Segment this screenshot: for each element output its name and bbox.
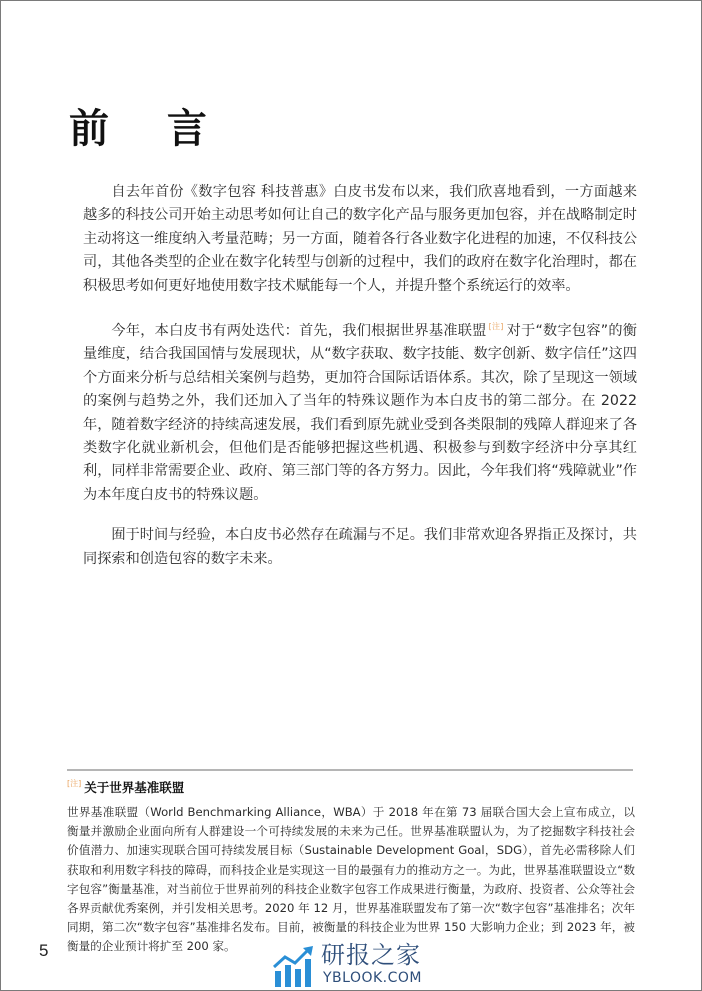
footnote-heading-text: 关于世界基准联盟 bbox=[84, 780, 185, 795]
preface-body bbox=[83, 181, 637, 588]
paragraph-1: 自去年首份《数字包容 科技普惠》白皮书发布以来，我们欣喜地看到，一方面越来越多的科技公司开始主动思考如何让自己的数字化产品与服务更加包容，并在战略制定时主动将这一维度纳入考量范畴；另一方面，随着各行各业数字化进程的加速，不仅科技公司，其他各类型的企业在数字化转型与创新的过程中，我们的政府在数字化治理时，都在积极思考如何更好地使用数字技术赋能每一个人，并提升整个系统运行的效率。 bbox=[83, 184, 637, 294]
footnote-reference-mark[interactable]: [注] bbox=[488, 322, 504, 332]
footnote-mark: [注] bbox=[67, 779, 82, 788]
rising-bar-chart-icon bbox=[273, 945, 315, 987]
page-title: 前 言 bbox=[69, 106, 229, 152]
watermark-name-cn: 研报之家 bbox=[321, 941, 421, 969]
watermark-logo bbox=[273, 943, 433, 989]
footnote-divider bbox=[67, 769, 633, 771]
footnote-text: 世界基准联盟（World Benchmarking Alliance，WBA）于 2018 年在第 73 届联合国大会上宣布成立，以衡量并激励企业面向所有人群建设一个可持续发展的未来为己任。世界基准联盟认为，为了挖掘数字科技社会价值潜力、加速实现联合国可持续发展目标（Sustainable Development Goal，SDG），首先必需移除人们获取和利用数字科技的障碍，而科技企业是实现这一目的最强有力的推动方之一。为此，世界基准联盟设立“数字包容”衡量基准，对当前位于世界前列的科技企业数字包容工作成果进行衡量，为政府、投资者、公众等社会各界贡献优秀案例，并引发相关思考。2020 年 12 月，世界基准联盟发布了第一次“数字包容”基准排名；次年同期，第二次“数字包容”基准排名发布。目前，被衡量的科技企业为世界 150 大影响力企业；到 2023 年，被衡量的企业预计将扩至 200 家。 bbox=[67, 805, 635, 954]
footnote bbox=[67, 775, 635, 957]
paragraph-3: 囿于时间与经验，本白皮书必然存在疏漏与不足。我们非常欢迎各界指正及探讨，共同探索和创造包容的数字未来。 bbox=[83, 527, 637, 567]
paragraph-2-text-after: 对于“数字包容”的衡量维度，结合我国国情与发展现状，从“数字获取、数字技能、数字创新、数字信任”这四个方面来分析与总结相关案例与趋势，更加符合国际话语体系。其次，除了呈现这一领域的案例与趋势之外，我们还加入了当年的特殊议题作为本白皮书的第二部分。在 2022 年，随着数字经济的持续高速发展，我们看到原先就业受到各类限制的残障人群迎来了各类数字化就业新机会，但他们是否能够把握这些机遇、积极参与到数字经济中分享其红利，同样非常需要企业、政府、第三部门等的各方努力。因此，今年我们将“残障就业”作为本年度白皮书的特殊议题。 bbox=[83, 323, 637, 503]
paragraph-2 bbox=[83, 315, 637, 507]
watermark-name-en: YBLOOK.COM bbox=[323, 970, 423, 986]
paragraph-2-text-before: 今年，本白皮书有两处迭代：首先，我们根据世界基准联盟 bbox=[111, 323, 487, 340]
page-number: 5 bbox=[39, 941, 49, 960]
footnote-heading bbox=[67, 775, 635, 797]
